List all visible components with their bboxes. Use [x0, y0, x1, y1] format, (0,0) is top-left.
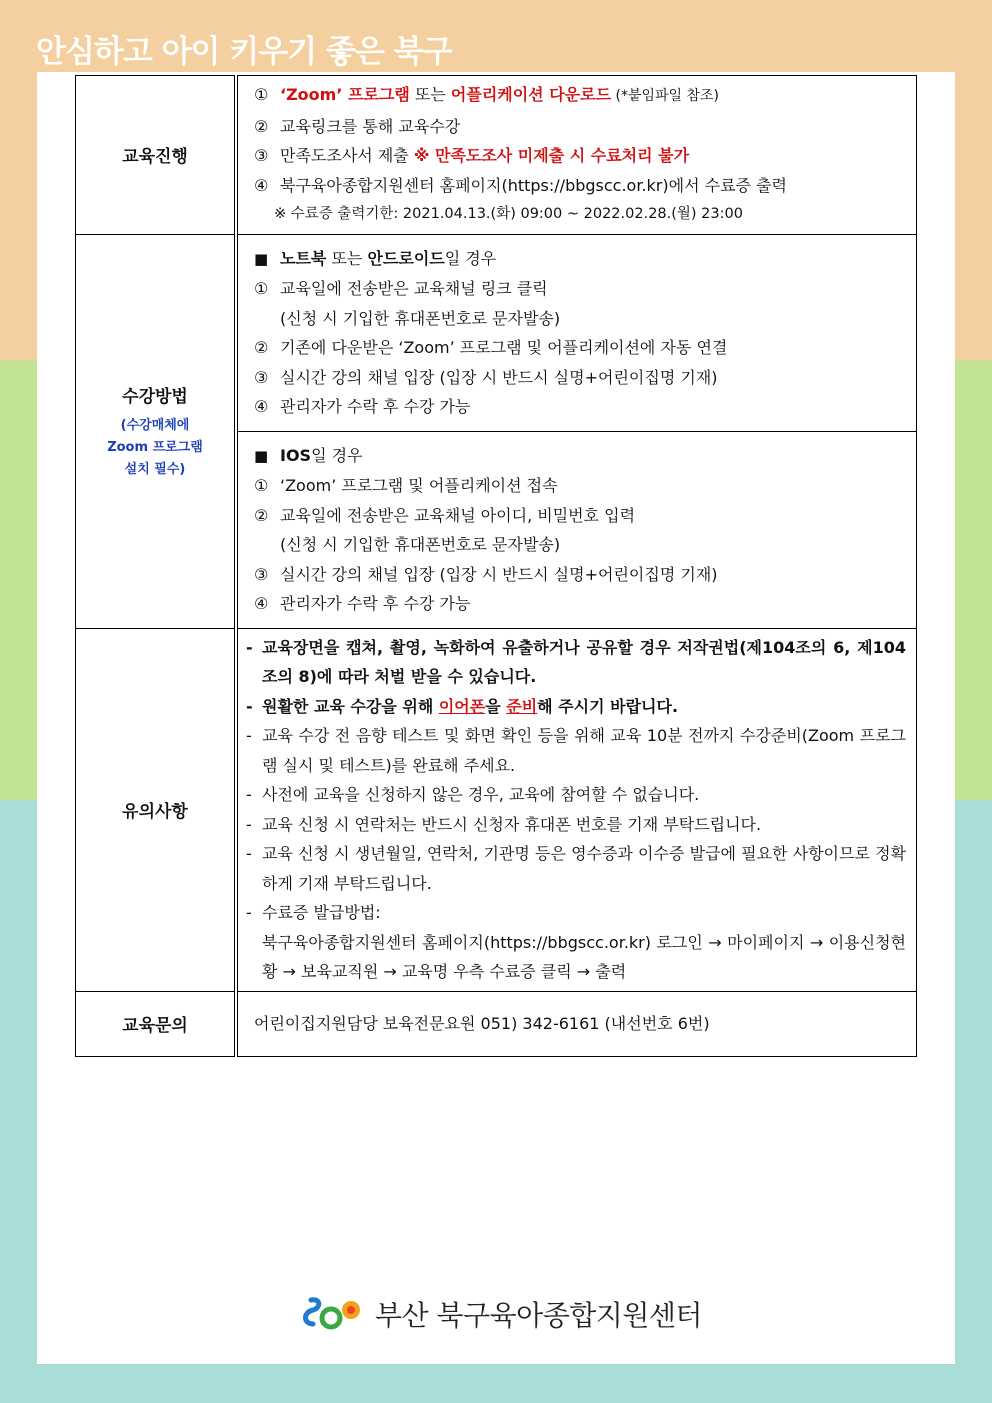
- step-text: 교육일에 전송받은 교육채널 아이디, 비밀번호 입력: [280, 505, 636, 525]
- method-b-step-3: [254, 560, 906, 590]
- method-b-step-2: [254, 501, 906, 531]
- dash-bullet: -: [246, 903, 252, 922]
- method-b-step-4: [254, 589, 906, 619]
- notice-text-part: 해 주시기 바랍니다.: [537, 696, 679, 716]
- square-bullet-icon: ■: [254, 446, 269, 465]
- org-name: 부산 북구육아종합지원센터: [375, 1299, 702, 1332]
- notice-text: 교육 신청 시 생년월일, 연락처, 기관명 등은 영수증과 이수증 발급에 필요한 사항이므로 정확하게 기재 부탁드립니다.: [262, 844, 906, 893]
- method-b-step-2-note: (신청 시 기입한 휴대폰번호로 문자발송): [280, 535, 561, 554]
- dash-bullet: -: [246, 726, 252, 745]
- dash-spacer: [246, 928, 262, 987]
- certificate-deadline-note: ※ 수료증 출력기한: 2021.04.13.(화) 09:00 ~ 2022.02.28.(월) 23:00: [274, 206, 743, 222]
- heading-android: 안드로이드: [367, 248, 445, 268]
- notice-item-certificate: [246, 898, 906, 928]
- progress-step-2: [254, 112, 906, 142]
- app-download-text: 어플리케이션 다운로드: [450, 85, 612, 104]
- notice-text-part: 원활한 교육 수강을 위해: [262, 696, 439, 716]
- step-number: ④: [254, 175, 269, 195]
- notice-item-registration: [246, 780, 906, 810]
- notice-item-test: [246, 721, 906, 780]
- row-label-method: [76, 234, 237, 628]
- dash-bullet: -: [246, 844, 252, 863]
- notice-item-phone: [246, 810, 906, 840]
- heading-ios: IOS: [280, 445, 312, 465]
- heading-case: 일 경우: [311, 445, 363, 465]
- step-text: 실시간 강의 채널 입장 (입장 시 반드시 실명+어린이집명 기재): [280, 367, 718, 387]
- step-number: ②: [254, 116, 269, 136]
- step-number: ③: [254, 367, 269, 387]
- progress-step-4: [254, 171, 906, 201]
- row-notice: [76, 628, 917, 991]
- notice-item-certificate-steps: [246, 928, 906, 987]
- survey-warning: ※ 만족도조사 미제출 시 수료처리 불가: [413, 146, 690, 165]
- or-text: 또는: [409, 85, 451, 104]
- row-label: 유의사항: [76, 628, 237, 991]
- sublabel-line: (수강매체에: [120, 417, 190, 433]
- notice-content: [236, 628, 917, 991]
- method-a-step-1: [254, 274, 906, 304]
- row-progress: [76, 76, 917, 235]
- method-heading-notebook: [254, 244, 906, 275]
- square-bullet-icon: ■: [254, 249, 269, 268]
- heading-notebook: 노트북: [280, 248, 327, 268]
- notice-text: [262, 692, 906, 722]
- dash-bullet: -: [246, 637, 253, 657]
- notice-text-part: 을: [485, 696, 507, 716]
- step-text: 기존에 다운받은 ‘Zoom’ 프로그램 및 어플리케이션에 자동 연결: [280, 338, 728, 357]
- method-b-step-1: [254, 471, 906, 501]
- dash-bullet: -: [246, 814, 252, 834]
- step-text: 관리자가 수락 후 수강 가능: [280, 397, 471, 416]
- step-number: ①: [254, 85, 269, 104]
- step-number: ②: [254, 505, 269, 525]
- sublabel-line: 설치 필수): [124, 461, 186, 477]
- method-notebook-content: [236, 234, 917, 431]
- progress-step-1: [254, 80, 906, 112]
- contact-text: 어린이집지원담당 보육전문요원 051) 342-6161 (내선번호 6번): [254, 1013, 710, 1033]
- dash-bullet: -: [246, 696, 253, 716]
- step-number: ④: [254, 397, 269, 416]
- heading-case: 일 경우: [444, 248, 497, 268]
- notice-text: 교육 수강 전 음향 테스트 및 화면 확인 등을 위해 교육 10분 전까지 수강준비(Zoom 프로그램 실시 및 테스트)를 완료해 주세요.: [262, 726, 906, 775]
- row-label: 교육진행: [76, 76, 237, 235]
- contact-content: [236, 991, 917, 1056]
- step-number: ③: [254, 564, 269, 584]
- info-table: [75, 75, 917, 1057]
- notice-item-earphone: [246, 692, 906, 722]
- method-a-step-1-note: (신청 시 기입한 휴대폰번호로 문자발송): [280, 308, 561, 328]
- sun-logo-icon: [299, 1294, 371, 1334]
- earphone-highlight: 이어폰: [438, 696, 486, 716]
- footer-logo: [299, 1294, 702, 1334]
- step-text: ‘Zoom’ 프로그램 및 어플리케이션 접속: [280, 476, 558, 495]
- zoom-program-text: ‘Zoom’ 프로그램: [280, 85, 410, 104]
- row-contact: [76, 991, 917, 1056]
- document-sheet: [37, 72, 955, 1364]
- notice-text: 수료증 발급방법:: [262, 903, 381, 922]
- dash-bullet: -: [246, 785, 252, 804]
- method-a-step-2: [254, 333, 906, 363]
- method-heading-ios: [254, 441, 906, 472]
- notice-item-copyright: [246, 633, 906, 692]
- step-text: 북구육아종합지원센터 홈페이지(https://bbgscc.or.kr)에서 수료증 출력: [280, 175, 787, 195]
- step-number: ③: [254, 146, 269, 165]
- step-number: ①: [254, 279, 269, 298]
- step-number: ①: [254, 476, 269, 495]
- notice-text: 북구육아종합지원센터 홈페이지(https://bbgscc.or.kr) 로그인 → 마이페이지 → 이용신청현황 → 보육교직원 → 교육명 우측 수료증 클릭 → 출력: [262, 932, 906, 981]
- step-number: ④: [254, 594, 269, 613]
- step-text: 실시간 강의 채널 입장 (입장 시 반드시 실명+어린이집명 기재): [280, 564, 718, 584]
- row-label: 수강방법: [122, 386, 188, 407]
- notice-text: 교육장면을 캡쳐, 촬영, 녹화하여 유출하거나 공유할 경우 저작권법(제104조의 6, 제104조의 8)에 따라 처벌 받을 수 있습니다.: [262, 637, 906, 686]
- heading-or: 또는: [326, 248, 368, 268]
- progress-step-3: [254, 141, 906, 171]
- row-method-notebook: [76, 234, 917, 431]
- notice-text: 사전에 교육을 신청하지 않은 경우, 교육에 참여할 수 없습니다.: [262, 785, 700, 804]
- step-number: ②: [254, 338, 269, 357]
- step-text: 교육일에 전송받은 교육채널 링크 클릭: [280, 279, 548, 298]
- method-a-step-4: [254, 392, 906, 422]
- banner-slogan: 안심하고 아이 키우기 좋은 북구: [36, 34, 452, 70]
- method-a-step-3: [254, 363, 906, 393]
- row-content: [236, 76, 917, 235]
- notice-text: 교육 신청 시 연락처는 반드시 신청자 휴대폰 번호를 기재 부탁드립니다.: [262, 814, 762, 834]
- row-label: 교육문의: [76, 991, 237, 1056]
- attachment-note: (*붙임파일 참조): [611, 88, 720, 104]
- sublabel-line: Zoom 프로그램: [107, 439, 203, 455]
- step-text: 관리자가 수락 후 수강 가능: [280, 594, 471, 613]
- prepare-highlight: 준비: [506, 696, 538, 716]
- row-sublabel: [77, 415, 233, 481]
- notice-item-accuracy: [246, 839, 906, 898]
- step-text: 만족도조사서 제출: [280, 146, 414, 165]
- step-text: 교육링크를 통해 교육수강: [280, 116, 461, 136]
- method-ios-content: [236, 431, 917, 628]
